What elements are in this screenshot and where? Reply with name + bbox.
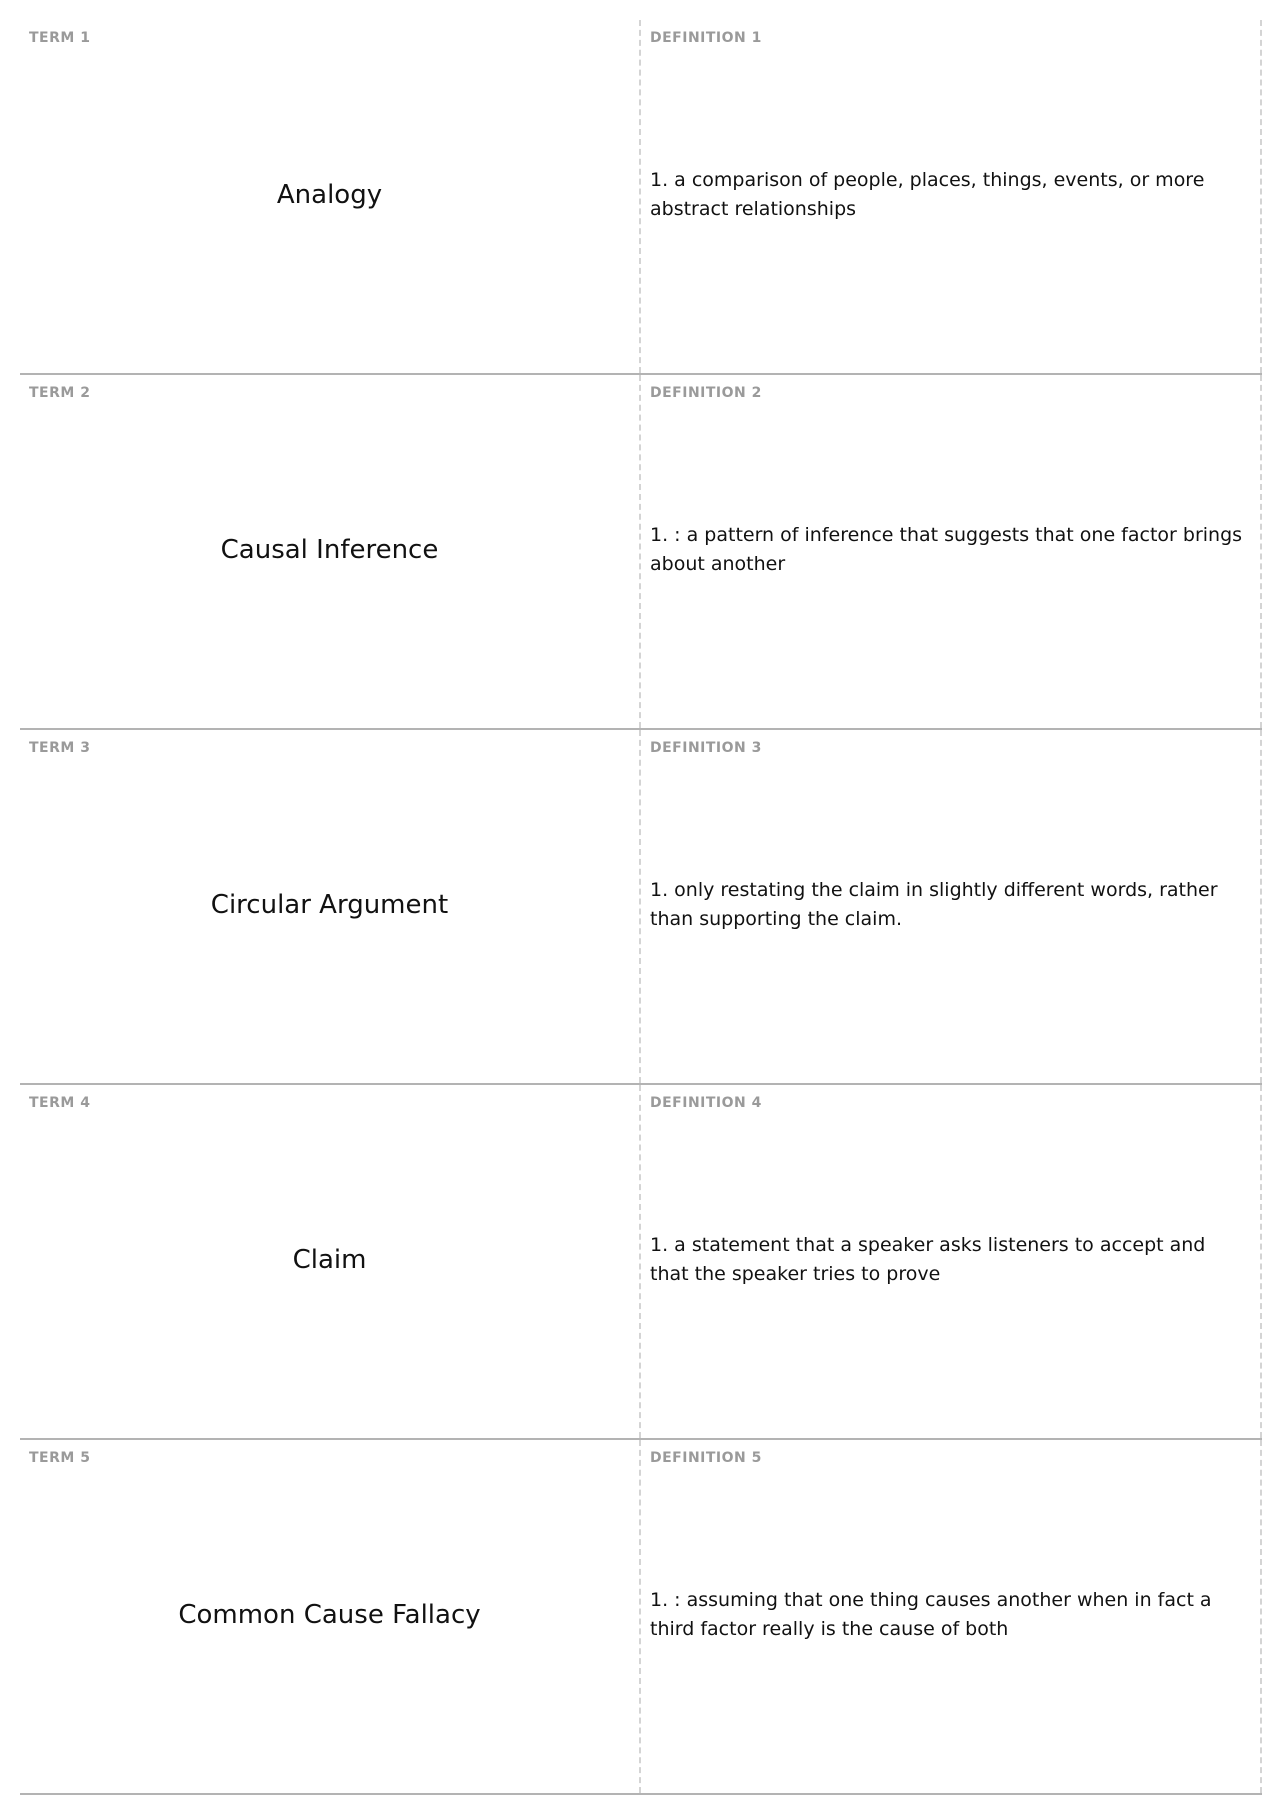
term-label: TERM 1	[29, 30, 91, 46]
flashcard-row-1	[20, 20, 1262, 375]
definition-text: 1. only restating the claim in slightly different words, rather than supporting the claim.	[650, 878, 1218, 930]
definition-label: DEFINITION 4	[650, 1095, 762, 1111]
term-text: Common Cause Fallacy	[178, 1599, 481, 1630]
definition-cell	[641, 730, 1262, 1083]
definition-label: DEFINITION 3	[650, 740, 762, 756]
definition-cell	[641, 20, 1262, 373]
term-cell	[20, 20, 641, 373]
term-label: TERM 5	[29, 1450, 91, 1466]
flashcard-row-4	[20, 1085, 1262, 1440]
definition-label: DEFINITION 1	[650, 30, 762, 46]
term-cell	[20, 730, 641, 1083]
definition-label: DEFINITION 2	[650, 385, 762, 401]
term-label: TERM 4	[29, 1095, 91, 1111]
term-text: Claim	[292, 1244, 367, 1275]
flashcard-sheet	[20, 20, 1262, 1795]
definition-text: 1. : assuming that one thing causes another when in fact a third factor really is the cause of both	[650, 1588, 1212, 1640]
term-text: Analogy	[276, 179, 383, 210]
definition-label: DEFINITION 5	[650, 1450, 762, 1466]
definition-cell	[641, 1085, 1262, 1438]
term-cell	[20, 1440, 641, 1793]
flashcard-row-2	[20, 375, 1262, 730]
term-label: TERM 2	[29, 385, 91, 401]
definition-text: 1. : a pattern of inference that suggests that one factor brings about another	[650, 523, 1243, 575]
flashcard-row-5	[20, 1440, 1262, 1795]
term-label: TERM 3	[29, 740, 91, 756]
flashcard-row-3	[20, 730, 1262, 1085]
term-text: Causal Inference	[220, 534, 439, 565]
term-text: Circular Argument	[210, 889, 449, 920]
definition-text: 1. a comparison of people, places, things, events, or more abstract relationships	[650, 168, 1205, 220]
term-cell	[20, 375, 641, 728]
definition-cell	[641, 1440, 1262, 1793]
definition-cell	[641, 375, 1262, 728]
definition-text: 1. a statement that a speaker asks listeners to accept and that the speaker tries to prove	[650, 1233, 1206, 1285]
term-cell	[20, 1085, 641, 1438]
